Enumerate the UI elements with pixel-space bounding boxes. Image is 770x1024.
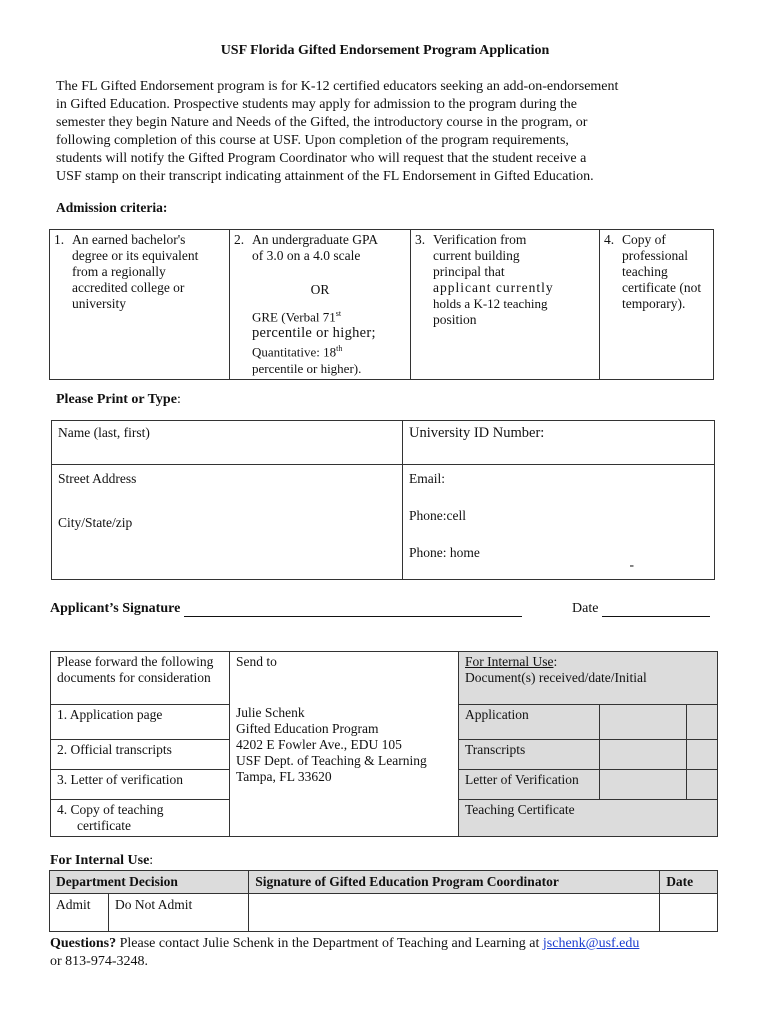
intro-line: in Gifted Education. Prospective students may apply for admission to the program during the [56, 97, 578, 112]
coordinator-signature-cell[interactable] [249, 894, 660, 932]
received-row-label: Letter of Verification [459, 770, 600, 800]
contact-field[interactable]: Email: Phone:cell Phone: home - [403, 465, 715, 580]
forward-instructions: Please forward the following documents for consideration [51, 652, 230, 705]
intro-line: semester they begin Nature and Needs of the Gifted, the introductory course in the program, or [56, 115, 588, 130]
print-heading: Please Print or Type: [56, 392, 181, 407]
intro-line: following completion of this course at USF. Upon completion of the program requirements, [56, 133, 569, 148]
university-id-field[interactable]: University ID Number: [403, 421, 715, 465]
decision-table [49, 870, 718, 932]
criterion-certificate: 4. Copy of professional teaching certificate (not temporary). [600, 230, 714, 380]
date-header: Date [660, 871, 718, 894]
applicant-signature-row: Applicant’s Signature [50, 601, 522, 617]
criterion-gpa: 2. An undergraduate GPA of 3.0 on a 4.0 scale OR GRE (Verbal 71st percentile or higher; Quantitative: 18th percentile or higher). [230, 230, 411, 380]
doc-item: 2. Official transcripts [51, 740, 230, 770]
page-title: USF Florida Gifted Endorsement Program Application [220, 43, 550, 58]
decision-date-cell[interactable] [660, 894, 718, 932]
footer-contact: Questions? Please contact Julie Schenk in the Department of Teaching and Learning at jschenk@usf.edu or 813-974-3248. [50, 936, 640, 969]
received-cell[interactable] [600, 740, 687, 770]
received-cell[interactable] [600, 770, 687, 800]
received-cell[interactable] [687, 705, 718, 740]
doc-item: 1. Application page [51, 705, 230, 740]
doc-item: 3. Letter of verification [51, 770, 230, 800]
internal-use-header: For Internal Use: Document(s) received/date/Initial [459, 652, 718, 705]
signature-line[interactable] [184, 603, 522, 617]
documents-table [50, 651, 718, 837]
received-cell[interactable] [687, 770, 718, 800]
internal-use-label: For Internal Use: [50, 853, 154, 868]
name-field[interactable]: Name (last, first) [52, 421, 403, 465]
applicant-info-table [51, 420, 715, 580]
criterion-verification: 3. Verification from current building principal that applicant currently holds a K-12 teaching position [411, 230, 600, 380]
date-row: Date [572, 601, 710, 617]
intro-line: students will notify the Gifted Program Coordinator who will request that the student receive a [56, 151, 587, 166]
received-row-label: Application [459, 705, 600, 740]
send-to-address: Send to Julie Schenk Gifted Education Program 4202 E Fowler Ave., EDU 105 USF Dept. of Teaching & Learning Tampa, FL 33620 [230, 652, 459, 837]
intro-line: USF stamp on their transcript indicating attainment of the FL Endorsement in Gifted Education. [56, 169, 594, 184]
admission-heading: Admission criteria: [56, 200, 168, 215]
admit-option[interactable]: Admit [50, 894, 109, 932]
intro-line: The FL Gifted Endorsement program is for K-12 certified educators seeking an add-on-endorsement [56, 79, 619, 94]
address-field[interactable]: Street Address City/State/zip [52, 465, 403, 580]
received-row-label: Transcripts [459, 740, 600, 770]
criterion-degree: 1. An earned bachelor's degree or its equivalent from a regionally accredited college or university [50, 230, 230, 380]
email-link[interactable]: jschenk@usf.edu [542, 936, 640, 951]
coordinator-signature-header: Signature of Gifted Education Program Coordinator [249, 871, 660, 894]
date-line[interactable] [602, 603, 710, 617]
received-cell[interactable] [600, 705, 687, 740]
received-row-label: Teaching Certificate [459, 800, 718, 837]
intro-paragraph [56, 78, 736, 186]
do-not-admit-option[interactable]: Do Not Admit [109, 894, 249, 932]
doc-item: 4. Copy of teaching certificate [51, 800, 230, 837]
department-decision-header: Department Decision [50, 871, 249, 894]
received-cell[interactable] [687, 740, 718, 770]
admission-criteria-table [49, 229, 714, 380]
